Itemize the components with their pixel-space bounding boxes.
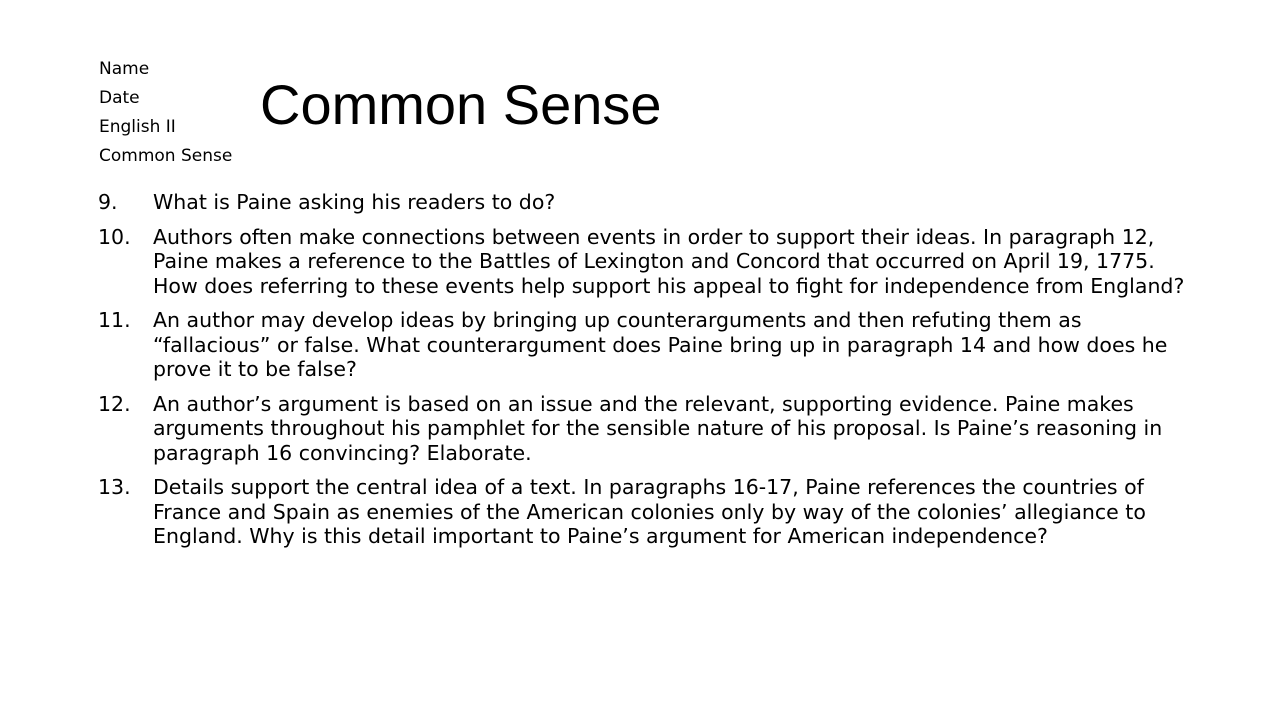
header-class-label: English II: [99, 117, 176, 137]
header-assignment-label: Common Sense: [99, 146, 233, 166]
question-item: [98, 308, 1198, 382]
question-number: 9.: [98, 190, 118, 214]
header-date-label: Date: [99, 88, 140, 108]
question-item: [98, 475, 1198, 549]
student-header: [99, 55, 232, 171]
question-number: 13.: [98, 475, 131, 499]
question-item: [98, 190, 1198, 215]
question-number: 10.: [98, 224, 131, 249]
slide-title: Common Sense: [260, 73, 662, 136]
question-item: [98, 225, 1198, 299]
header-name-label: Name: [99, 59, 150, 79]
question-text: An author may develop ideas by bringing up counterarguments and then refuting them as “fallacious” or false. What counterargument does Paine bring up in paragraph 14 and how does he prove it to be false?: [153, 308, 1168, 381]
question-number: 12.: [98, 391, 131, 416]
question-text: An author’s argument is based on an issue and the relevant, supporting evidence. Paine makes arguments throughout his pamphlet for the sensible nature of his proposal. Is Paine’s reasoning in paragraph 16 convincing? Elaborate.: [153, 391, 1163, 465]
question-item: [98, 392, 1198, 466]
question-text: What is Paine asking his readers to do?: [153, 190, 556, 214]
question-text: Authors often make connections between events in order to support their ideas. In paragraph 12, Paine makes a reference to the Battles of Lexington and Concord that occurred on April 19, 1775. How does referring to these events help support his appeal to fight for independence from England?: [153, 224, 1185, 298]
question-list: [98, 190, 1198, 559]
question-text: Details support the central idea of a text. In paragraphs 16-17, Paine references the countries of France and Spain as enemies of the American colonies only by way of the colonies’ allegiance to England. Why is this detail important to Paine’s argument for American independence?: [153, 475, 1146, 548]
question-number: 11.: [98, 308, 131, 332]
